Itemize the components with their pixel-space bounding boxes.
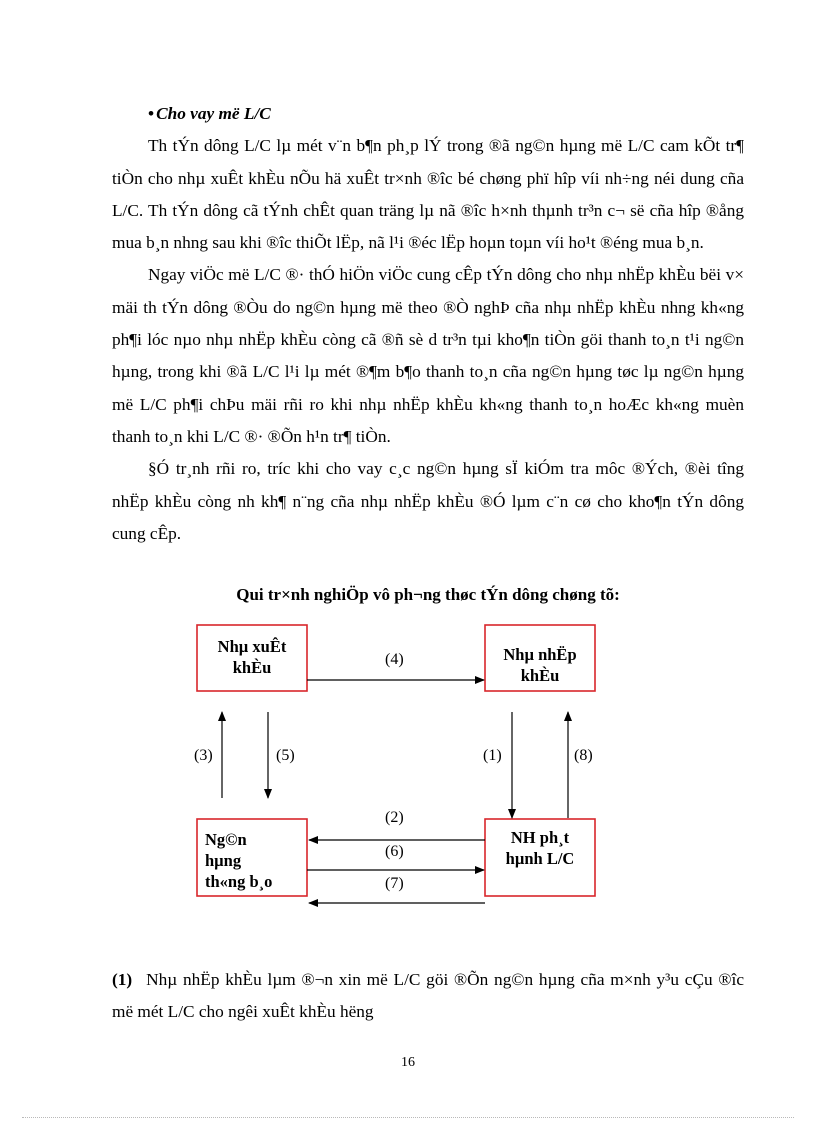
paragraph-1: Th tÝn dông L/C lµ mét v¨n b¶n ph¸p lÝ trong ®ã ng©n hµng më L/C cam kÕt tr¶ tiÒn cho nhµ xuÊt khÈu nÕu hä xuÊt tr×nh ®îc bé chøng phï hîp víi nh÷ng néi dung cña L/C. Th tÝn dông cã tÝnh chÊt quan träng lµ nã ®îc h×nh thµnh tr³n c¬ së cña hîp ®ång mua b¸n nhng sau khi ®îc thiÕt lËp, nã l¹i ®éc lËp hoµn toµn víi ho¹t ®éng mua b¸n.: [112, 136, 744, 253]
bullet-icon: •: [148, 104, 155, 123]
section-heading-text: Cho vay më L/C: [156, 104, 271, 123]
page-number: 16: [401, 1055, 415, 1070]
issuing-bank-label-line-1: NH ph¸t: [510, 828, 570, 847]
notifying-bank-label-line-1: Ng©n: [205, 830, 247, 849]
issuing-bank-label: [485, 827, 595, 869]
arrow-label-1: (1): [483, 747, 502, 764]
arrow-label-6: (6): [385, 843, 404, 860]
importer-label-line-1: Nhµ nhËp: [503, 645, 577, 664]
paragraph-3: §Ó tr¸nh rñi ro, tríc khi cho vay c¸c ng©n hµng sÏ kiÓm tra môc ®Ých, ®èi tîng nhËp khÈu còng nh kh¶ n¨ng cña nhµ nhËp khÈu ®Ó lµm c¨n cø cho kho¶n tÝn dông cung cÊp.: [112, 459, 744, 543]
arrow-label-5: (5): [276, 747, 295, 764]
importer-label-line-2: khÈu: [520, 666, 560, 685]
arrow-label-7: (7): [385, 875, 404, 892]
notifying-bank-label-line-2: hµng: [205, 851, 242, 870]
importer-label: [485, 644, 595, 686]
step-1-text: Nhµ nhËp khÈu lµm ®¬n xin më L/C göi ®Õn ng©n hµng cña m×nh y³u cÇu ®îc më mét L/C cho ngêi xuÊt khÈu hëng: [112, 970, 744, 1021]
exporter-label: [197, 636, 307, 678]
exporter-label-line-1: Nhµ xuÊt: [217, 637, 287, 656]
bottom-divider: [22, 1117, 794, 1118]
arrow-label-8: (8): [574, 747, 593, 764]
step-1-number: (1): [112, 970, 133, 989]
notifying-bank-label: [205, 829, 305, 892]
paragraph-2: Ngay viÖc më L/C ®· thÓ hiÖn viÖc cung cÊp tÝn dông cho nhµ nhËp khÈu bëi v× mäi th tÝn dông ®Òu do ng©n hµng më theo ®Ò nghÞ cña nhµ nhËp khÈu nhng kh«ng ph¶i lóc nµo nhµ nhËp khÈu còng cã ®ñ sè d tr³n tµi kho¶n tiÒn göi thanh to¸n t¹i ng©n hµng, trong khi ®ã L/C l¹i lµ mét ®¶m b¶o thanh to¸n cña ng©n hµng tøc lµ ng©n hµng më L/C ph¶i chÞu mäi rñi ro khi nhµ nhËp khÈu kh«ng thanh to¸n hoÆc kh«ng muèn thanh to¸n khi L/C ®· ®Õn h¹n tr¶ tiÒn.: [112, 265, 744, 446]
exporter-label-line-2: khÈu: [232, 658, 272, 677]
notifying-bank-label-line-3: th«ng b¸o: [205, 872, 273, 891]
issuing-bank-label-line-2: hµnh L/C: [505, 849, 575, 868]
arrow-label-4: (4): [385, 651, 404, 668]
arrow-label-3: (3): [194, 747, 213, 764]
step-1-description: [112, 964, 744, 1028]
arrow-label-2: (2): [385, 809, 404, 826]
diagram-title: Qui tr×nh nghiÖp vô ph¬ng thøc tÝn dông chøng tõ:: [236, 585, 620, 604]
